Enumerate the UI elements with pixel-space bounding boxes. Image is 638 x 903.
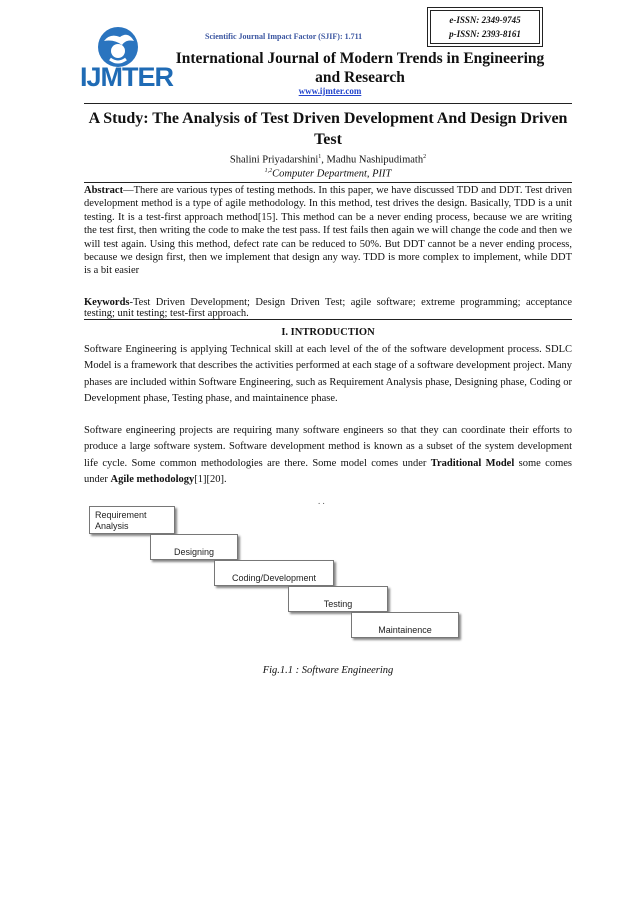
paper-title-line2: Test — [314, 131, 342, 148]
step-testing: Testing — [288, 586, 388, 612]
step-maintainence: Maintainence — [351, 612, 459, 638]
para2-bold-agile: Agile methodology — [110, 473, 195, 485]
p-issn: p-ISSN: 2393-8161 — [449, 29, 521, 39]
impact-factor: Scientific Journal Impact Factor (SJIF): 1.711 — [205, 32, 363, 41]
step-requirement-analysis: Requirement Analysis — [89, 506, 175, 534]
figure-dots: . . — [318, 496, 325, 506]
journal-title-line2: and Research — [315, 69, 405, 86]
para2-mid: some comes under — [84, 457, 573, 485]
keywords — [84, 297, 572, 319]
author-2-sup: 2 — [423, 154, 427, 160]
abstract — [84, 184, 572, 278]
keywords-label: Keywords — [84, 297, 130, 308]
journal-title-line1: International Journal of Modern Trends in Engineering — [175, 50, 545, 67]
journal-url-link[interactable]: www.ijmter.com — [298, 86, 362, 96]
para2-end: [1][20]. — [194, 473, 227, 485]
author-separator: , — [321, 154, 327, 166]
issn-box — [430, 10, 540, 44]
affiliation — [84, 168, 572, 180]
step-coding-development: Coding/Development — [214, 560, 334, 586]
keywords-text: -Test Driven Development; Design Driven Test; agile software; extreme programming; acceptance testing; unit testing; test-first approach. — [84, 297, 572, 319]
para2-text: Software engineering projects are requiring many software engineers so that they can coordinate their efforts to produce a large software system. Software development method is known as a subset of the system development life cycle. Some common methodologies are there. Some model comes under — [84, 425, 572, 469]
author-2: Madhu Nashipudimath — [326, 154, 424, 166]
step-designing: Designing — [150, 534, 238, 560]
journal-title — [150, 49, 570, 87]
abstract-text: —There are various types of testing methods. In this paper, we have discussed TDD and DDT. Test driven development method is a type of agile methodology. In this method, test drives the design. Basically, TDD is a unit testing. It is a test-first approach method[15]. This method can be a never ending process, because we are writing the test first, then writing the code to make the test pass. If test fails then again we will change the code and then we will test again. Using this method, defect rate can be reduced to 50%. But DDT cannot be a never ending process, because we design first, then we implement that design any way. TDD is more complex to implement, while DDT is a bit easier — [84, 185, 572, 277]
intro-paragraph-1: Software Engineering is applying Technical skill at each level of the of the software development process. SDLC Model is a framework that describes the activities performed at each stage of a software development project. Many phases are included within Software Engineering, such as Requirement Analysis phase, Designing phase, Coding or Development phase, Testing phase, and maintainence phase. — [84, 344, 572, 404]
author-1-sup: 1 — [318, 154, 322, 160]
authors — [84, 154, 572, 166]
abstract-bottom-divider — [84, 319, 572, 320]
paper-title — [84, 108, 572, 150]
journal-logo-text: IJMTER — [80, 62, 174, 92]
affiliation-text: Computer Department, PIIT — [272, 168, 392, 180]
abstract-top-divider — [84, 182, 572, 183]
paper-title-line1: A Study: The Analysis of Test Driven Development And Design Driven — [88, 110, 568, 127]
intro-paragraph-2 — [84, 423, 572, 488]
affiliation-sup: 1,2 — [264, 168, 273, 174]
header-divider — [84, 103, 572, 104]
para2-bold-traditional: Traditional Model — [430, 457, 515, 469]
figure-caption: Fig.1.1 : Software Engineering — [262, 665, 394, 676]
section-heading: I. INTRODUCTION — [281, 327, 375, 338]
abstract-label: Abstract — [84, 185, 124, 196]
author-1: Shalini Priyadarshini — [229, 154, 319, 166]
e-issn: e-ISSN: 2349-9745 — [449, 15, 521, 25]
